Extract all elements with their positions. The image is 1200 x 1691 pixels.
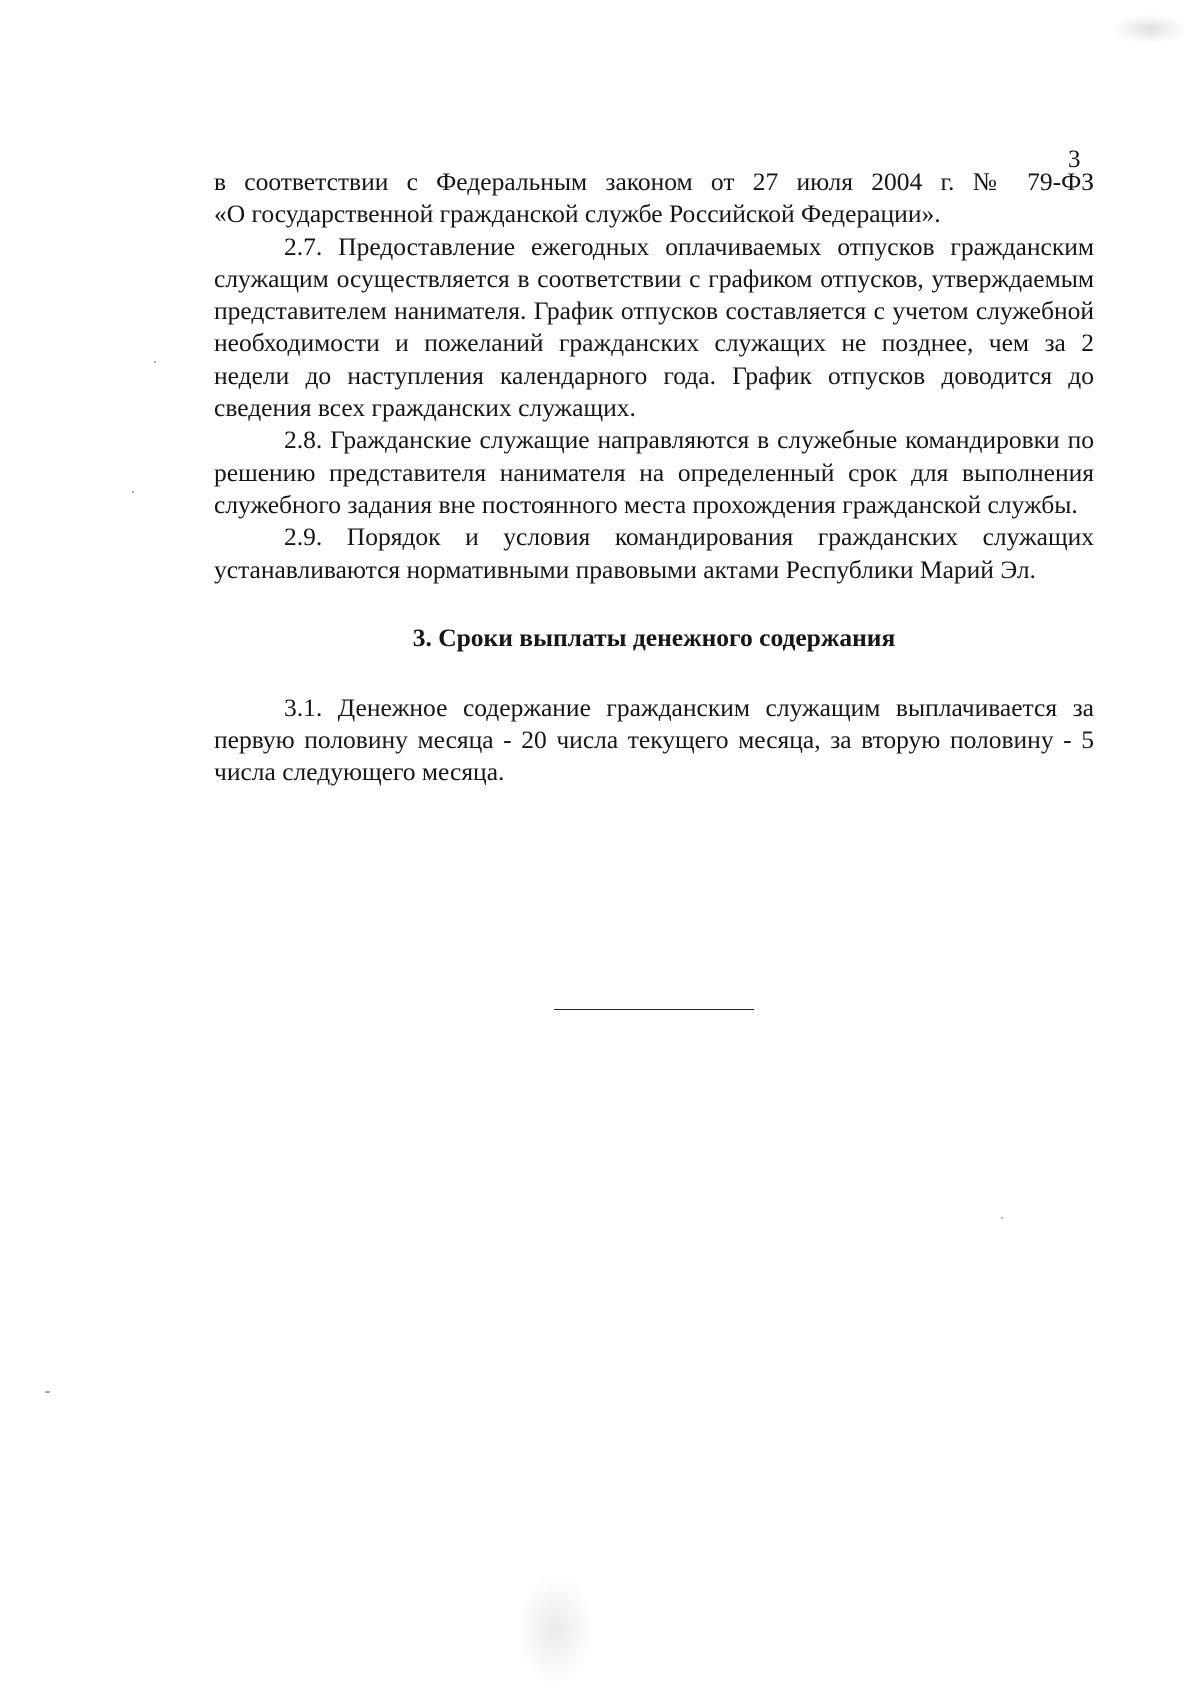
paragraph-2-8: 2.8. Гражданские служащие направляются в служебные командировки по решению представителя нанимателя на определенный срок для выполнения служебного задания вне постоянного места прохождения гражданской службы. (214, 425, 1094, 519)
scan-speck (132, 491, 134, 493)
continuation-line-2: «О государственной гражданской службе Российской Федерации». (214, 199, 941, 229)
document-body (214, 166, 1094, 789)
end-divider-line (554, 1009, 754, 1010)
scan-noise-top-right (1112, 14, 1188, 44)
scan-noise-bottom (515, 1575, 595, 1685)
page-number: 3 (1068, 146, 1081, 173)
section-3-heading: 3. Сроки выплаты денежного содержания (412, 622, 896, 652)
scan-speck (1001, 1217, 1003, 1219)
scan-speck (154, 361, 156, 363)
paragraph-3-1: 3.1. Денежное содержание гражданским служащим выплачивается за первую половину месяца - 20 числа текущего месяца, за вторую половину - 5 числа следующего месяца. (214, 692, 1094, 787)
scan-speck (45, 1391, 50, 1393)
paragraph-2-9: 2.9. Порядок и условия командирования гражданских служащих устанавливаются нормативными правовыми актами Республики Марий Эл. (214, 522, 1094, 584)
continuation-line-1: в соответствии с Федеральным законом от 27 июля 2004 г. № 79-ФЗ (214, 167, 1094, 196)
paragraph-2-7: 2.7. Предоставление ежегодных оплачиваемых отпусков гражданским служащим осуществляется в соответствии с графиком отпусков, утверждаемым представителем нанимателя. График отпусков составляется с учетом служебной необходимости и пожеланий гражданских служащих не позднее, чем за 2 недели до наступления календарного года. График отпусков доводится до сведения всех гражданских служащих. (214, 231, 1094, 423)
